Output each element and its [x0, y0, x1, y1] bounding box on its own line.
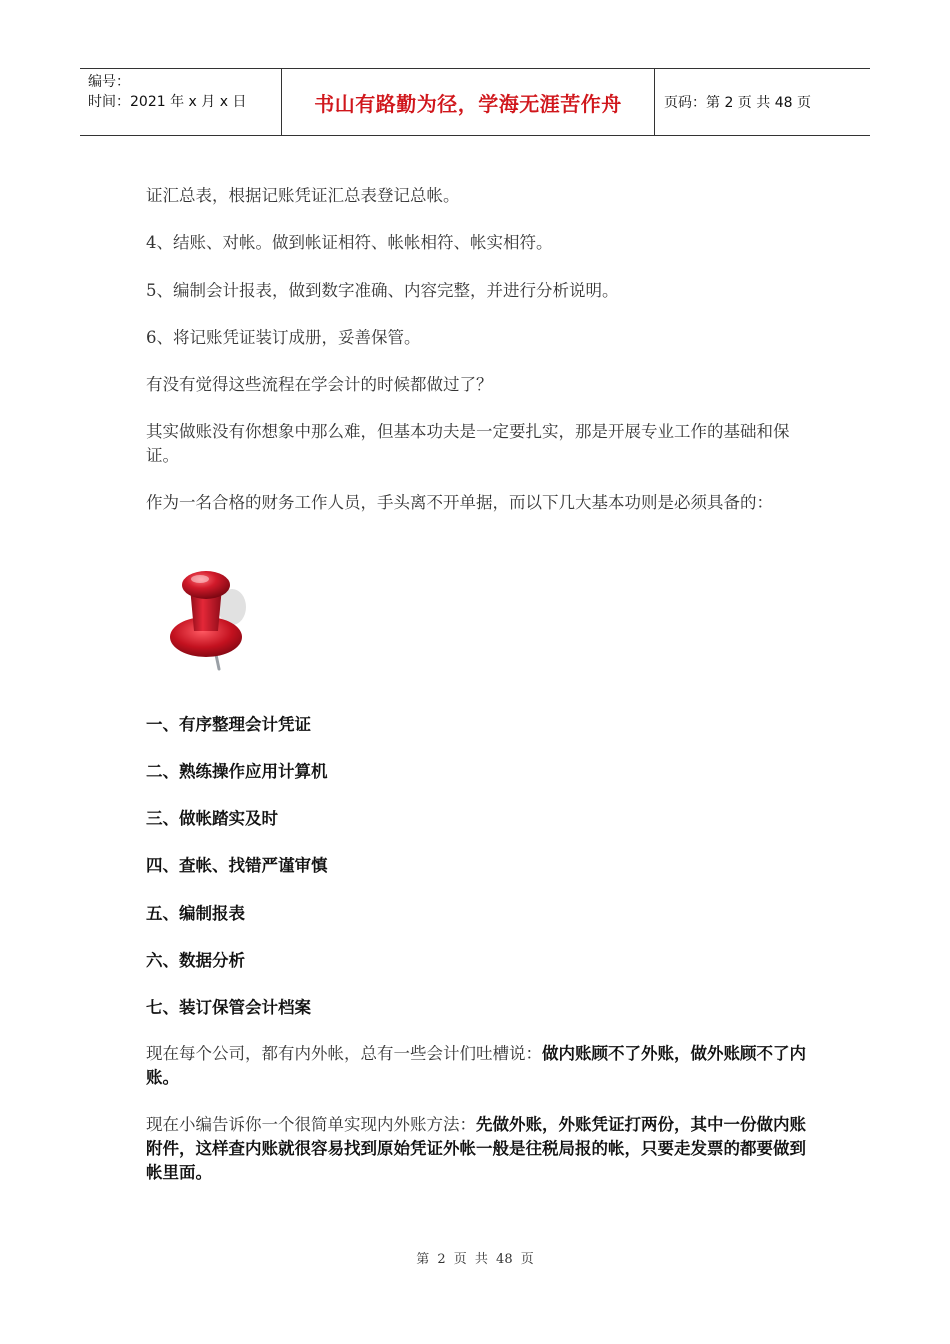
- paragraph-8: [146, 1042, 806, 1090]
- heading-2: 二、熟练操作应用计算机: [146, 762, 328, 781]
- time-label: 时间：2021 年 x 月 x 日: [88, 94, 247, 110]
- paragraph-8-bold: 做内账顾不了外账，做外账顾不了内账。: [146, 1044, 806, 1087]
- paragraph-6: 其实做账没有你想象中那么难，但基本功夫是一定要扎实，那是开展专业工作的基础和保证。: [146, 422, 790, 465]
- paragraph-8-normal: 现在每个公司，都有内外帐，总有一些会计们吐槽说：: [146, 1044, 542, 1063]
- pushpin-icon: [164, 565, 256, 673]
- page-header: [80, 68, 870, 136]
- paragraph-9: [146, 1113, 806, 1185]
- paragraph-4: 6、将记账凭证装订成册，妥善保管。: [146, 328, 421, 347]
- paragraph-7: 作为一名合格的财务工作人员，手头离不开单据，而以下几大基本功则是必须具备的：: [146, 493, 773, 512]
- heading-5: 五、编制报表: [146, 904, 245, 923]
- heading-7: 七、装订保管会计档案: [146, 998, 311, 1017]
- paragraph-1: 证汇总表，根据记账凭证汇总表登记总帐。: [146, 186, 460, 205]
- heading-1: 一、有序整理会计凭证: [146, 715, 311, 734]
- paragraph-9-normal: 现在小编告诉你一个很简单实现内外账方法：: [146, 1115, 476, 1134]
- heading-4: 四、查帐、找错严谨审慎: [146, 856, 328, 875]
- heading-6: 六、数据分析: [146, 951, 245, 970]
- serial-label: 编号：: [88, 74, 130, 90]
- header-page-info: 页码：第 2 页 共 48 页: [664, 95, 811, 111]
- header-meta: [80, 69, 282, 135]
- paragraph-9-bold: 先做外账，外账凭证打两份，其中一份做内账附件，这样查内账就很容易找到原始凭证外帐一般是往税局报的帐，只要走发票的都要做到帐里面。: [146, 1115, 806, 1182]
- heading-3: 三、做帐踏实及时: [146, 809, 278, 828]
- paragraph-3: 5、编制会计报表，做到数字准确、内容完整，并进行分析说明。: [146, 281, 619, 300]
- paragraph-5: 有没有觉得这些流程在学会计的时候都做过了？: [146, 375, 493, 394]
- paragraph-2: 4、结账、对帐。做到帐证相符、帐帐相符、帐实相符。: [146, 233, 553, 252]
- page-footer: 第 2 页 共 48 页: [416, 1252, 534, 1267]
- header-motto: 书山有路勤为径，学海无涯苦作舟: [282, 69, 655, 135]
